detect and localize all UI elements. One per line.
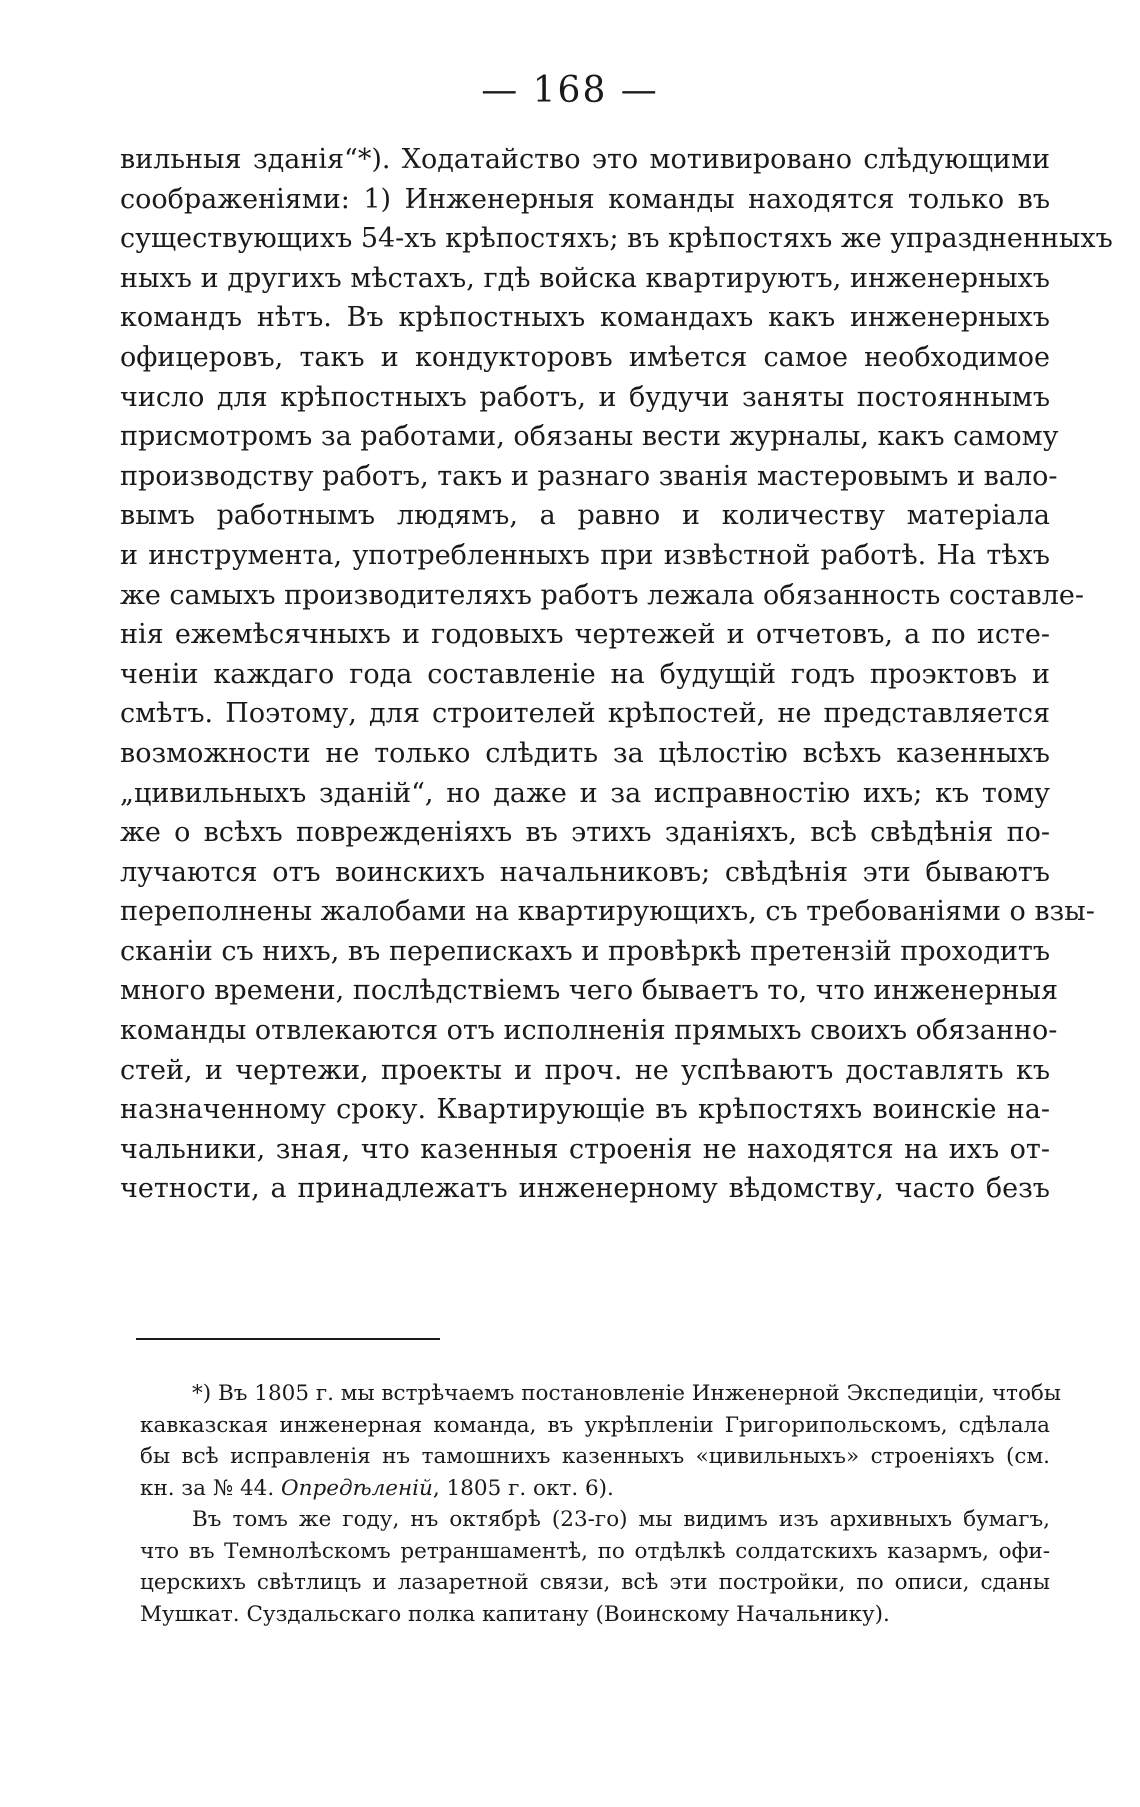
text-line: офицеровъ, такъ и кондукторовъ имѣется самое необходимое: [120, 341, 1050, 373]
text-line: чальники, зная, что казенныя строенія не находятся на ихъ от-: [120, 1133, 1050, 1165]
text-line: же о всѣхъ поврежденіяхъ въ этихъ зданіяхъ, всѣ свѣдѣнія по-: [120, 817, 1050, 849]
footnote-line: бы всѣ исправленія нъ тамошнихъ казенныхъ «цивильныхъ» строеніяхъ (см.: [140, 1444, 1050, 1469]
footnote-text: , 1805 г. окт. 6).: [432, 1475, 614, 1501]
text-line: ченіи каждаго года составленіе на будущій годъ проэктовъ и: [120, 658, 1050, 690]
footnote-text: кн. за № 44.: [140, 1475, 282, 1501]
footnote-line: кавказская инженерная команда, въ укрѣпленіи Григорипольскомъ, сдѣлала: [140, 1412, 1050, 1438]
text-line: сканіи съ нихъ, въ перепискахъ и провѣркѣ претензій проходитъ: [120, 935, 1050, 967]
footnote-line: [140, 1473, 1050, 1505]
text-line: переполнены жалобами на квартирующихъ, съ требованіями о взы-: [120, 896, 1095, 928]
text-line: нія ежемѣсячныхъ и годовыхъ чертежей и отчетовъ, а по исте-: [120, 619, 1050, 651]
text-line: существующихъ 54-хъ крѣпостяхъ; въ крѣпостяхъ же упраздненныхъ: [120, 223, 1113, 255]
text-line: команды отвлекаются отъ исполненія прямыхъ своихъ обязанно-: [120, 1015, 1058, 1047]
footnote-2: [140, 1504, 1050, 1630]
text-line: число для крѣпостныхъ работъ, и будучи заняты постояннымъ: [120, 381, 1050, 413]
footnote-italic-text: Опредѣленій: [281, 1475, 433, 1501]
footnote-line: церскихъ свѣтлицъ и лазаретной связи, всѣ эти постройки, по описи, сданы: [140, 1570, 1050, 1595]
text-line: и инструмента, употребленныхъ при извѣстной работѣ. На тѣхъ: [120, 539, 1050, 571]
text-line: вымъ работнымъ людямъ, а равно и количеству матеріала: [120, 500, 1050, 532]
text-line: соображеніями: 1) Инженерныя команды находятся только въ: [120, 183, 1050, 215]
text-line: возможности не только слѣдить за цѣлостію всѣхъ казенныхъ: [120, 737, 1050, 769]
footnote-1: [140, 1378, 1061, 1504]
main-text: [120, 140, 1113, 1209]
text-line: смѣтъ. Поэтому, для строителей крѣпостей, не представляется: [120, 698, 1050, 730]
text-line: же самыхъ производителяхъ работъ лежала обязанность составле-: [120, 579, 1084, 611]
text-line: командъ нѣтъ. Въ крѣпостныхъ командахъ какъ инженерныхъ: [120, 302, 1050, 334]
text-line: назначенному сроку. Квартирующіе въ крѣпостяхъ воинскіе на-: [120, 1094, 1050, 1126]
text-line: четности, а принадлежатъ инженерному вѣдомству, часто безъ: [120, 1173, 1050, 1205]
page-number: — 168 —: [481, 70, 659, 111]
text-line: присмотромъ за работами, обязаны вести журналы, какъ самому: [120, 421, 1059, 453]
text-line: стей, и чертежи, проекты и проч. не успѣваютъ доставлять къ: [120, 1054, 1050, 1086]
footnote-separator: [136, 1338, 440, 1340]
text-line: лучаются отъ воинскихъ начальниковъ; свѣдѣнія эти бываютъ: [120, 856, 1050, 888]
footnote-line: Мушкат. Суздальскаго полка капитану (Воинскому Начальнику).: [140, 1601, 890, 1627]
text-line: производству работъ, такъ и разнаго званія мастеровымъ и вало-: [120, 460, 1058, 492]
text-line: много времени, послѣдствіемъ чего бываетъ то, что инженерныя: [120, 975, 1058, 1007]
footnote-line: *) Въ 1805 г. мы встрѣчаемъ постановленіе Инженерной Экспедиціи, чтобы: [192, 1381, 1061, 1406]
footnote-line: Въ томъ же году, нъ октябрѣ (23-го) мы видимъ изъ архивныхъ бумагъ,: [192, 1507, 1050, 1532]
text-line: „цивильныхъ зданій“, но даже и за исправностію ихъ; къ тому: [120, 777, 1050, 809]
text-line: вильныя зданія“*). Ходатайство это мотивировано слѣдующими: [120, 144, 1050, 175]
text-line: ныхъ и другихъ мѣстахъ, гдѣ войска квартируютъ, инженерныхъ: [120, 262, 1050, 294]
footnote-line: что въ Темнолѣскомъ ретраншаментѣ, по отдѣлкѣ солдатскихъ казармъ, офи-: [140, 1538, 1050, 1564]
